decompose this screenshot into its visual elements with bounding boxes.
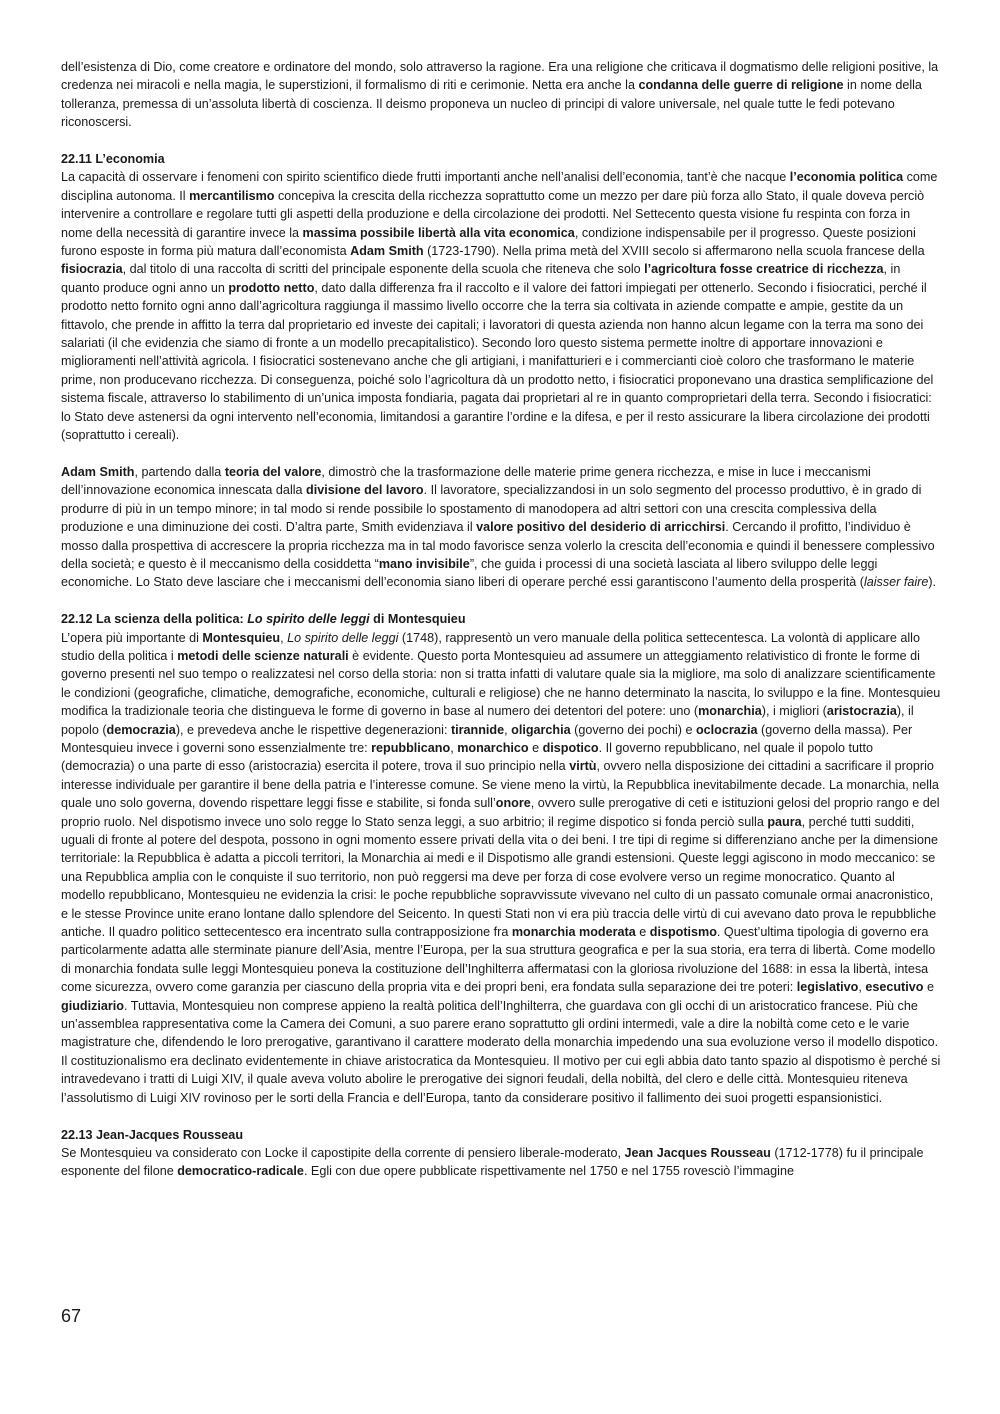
text-run: (1723-1790). Nella prima metà del XVIII secolo si affermarono nella scuola francese della <box>423 244 925 259</box>
intro-paragraph <box>61 58 941 132</box>
bold-text: monarchia <box>698 704 762 719</box>
text-run: . Egli con due opere pubblicate rispettivamente nel 1750 e nel 1755 rovesciò l’immagine <box>303 1164 794 1179</box>
bold-text: teoria del valore <box>224 464 322 479</box>
text-run: , partendo dalla <box>134 464 225 479</box>
bold-text: monarchia moderata <box>511 925 636 940</box>
text-run: concepiva la crescita della ricchezza soprattutto come un mezzo per dare più forza allo Stato, il quale doveva perciò intervenire a controllare e regolare tutti gli aspetti della produzione e della circolazione dei prodotti. Nel Settecento questa visione fu respinta con forza in nome della necessità di garantire invece la <box>61 188 925 240</box>
economia-paragraph-1 <box>61 168 941 444</box>
text-run: dell’esistenza di Dio, come creatore e ordinatore del mondo, solo attraverso la ragione. Era una religione che criticava il dogmatismo delle religioni positive, la credenza nei miracoli e nella magia, le superstizioni, il formalismo di riti e cerimonie. Netta era anche la <box>61 60 939 93</box>
rousseau-paragraph-1 <box>61 1144 941 1181</box>
bold-text: paura <box>767 814 802 829</box>
economia-paragraph-2 <box>61 463 941 592</box>
bold-text: democrazia <box>106 722 176 737</box>
bold-text: fisiocrazia <box>61 262 123 277</box>
bold-text: legislativo <box>796 980 859 995</box>
text-run: ). <box>928 575 937 590</box>
text-run: , <box>858 980 866 995</box>
bold-text: aristocrazia <box>826 704 897 719</box>
section-heading-rousseau: 22.13 Jean-Jacques Rousseau <box>61 1127 244 1142</box>
text-run: . Cercando il profitto, l’individuo è mosso dalla prospettiva di accrescere la propria ricchezza ma in tal modo favorisce senza volerlo la crescita dell’economia e quindi il benessere complessivo della società; e questo è il meccanismo della cosiddetta “ <box>61 520 935 571</box>
bold-text: democratico-radicale <box>177 1164 304 1179</box>
bold-text: Adam Smith <box>61 464 135 479</box>
bold-text: valore positivo del desiderio di arricchirsi <box>476 520 726 535</box>
text-run: (1712-1778) fu il principale esponente del filone <box>61 1145 924 1179</box>
text-run: L’opera più importante di <box>61 630 203 645</box>
text-run: (1748), rappresentò un vero manuale della politica settecentesca. La volontà di applicare allo studio della politica i <box>61 630 920 663</box>
bold-text: mercantilismo <box>189 188 275 203</box>
text-run: come disciplina autonoma. Il <box>61 170 938 203</box>
bold-text: massima possibile libertà alla vita economica <box>302 225 575 240</box>
text-run: , ovvero sulle prerogative di ceti e istituzioni gelosi del proprio rango e del proprio ruolo. Nel dispotismo invece uno solo regge lo Stato senza leggi, a suo arbitrio; il regime dispotico si fonda perciò sulla <box>61 796 940 829</box>
text-run: . Quest’ultima tipologia di governo era particolarmente adatta alle sterminate pianure dell’Asia, mentre l’Europa, per la sua struttura geografica e per la sua storia, era terra di libertà. Come modello di monarchia fondata sulle leggi Montesquieu poneva la costituzione dell’Inghilterra affermatasi con la gloriosa rivoluzione del 1688: in essa la libertà, intesa come sicurezza, ovvero come garanzia per ciascuno della propria vita e dei propri beni, era fondata sulla separazione dei tre poteri: <box>61 925 936 995</box>
text-run: ”, che guida i processi di una società lasciata al libero sviluppo delle leggi economiche. Lo Stato deve lasciare che i meccanismi dell’economia siano liberi di operare perché essi garantiscono l’aumento della prosperità ( <box>61 556 878 590</box>
text-run: , <box>450 740 458 755</box>
bold-text: monarchico <box>457 740 529 755</box>
heading-politica-italic: Lo spirito delle leggi <box>247 612 370 627</box>
section-heading-politica <box>61 610 941 628</box>
text-run: , <box>504 722 512 737</box>
bold-text: divisione del lavoro <box>306 483 424 498</box>
text-run: in nome della tolleranza, premessa di un’assoluta libertà di coscienza. Il deismo proponeva un nucleo di principi di valore universale, nel quale tutte le fedi potevano riconoscersi. <box>61 78 922 130</box>
text-run: , dimostrò che la trasformazione delle materie prime genera ricchezza, e mise in luce i meccanismi dell’innovazione economica innescata dalla <box>61 464 871 498</box>
text-run: , perché tutti sudditi, uguali di fronte al potere del despota, possono in ogni momento essere privati della vita o dei beni. I tre tipi di regime si differenziano anche per la dimensione territoriale: la Repubblica è adatta a piccoli territori, la Monarchia ai medi e il Dispotismo alle grandi estensioni. Queste leggi agiscono in modo meccanico: se una Repubblica amplia con le conquiste il suo territorio, non può reggersi ma deve per forza di cose evolvere verso un regime monocratico. Quanto al modello repubblicano, Montesquieu ne evidenzia la crisi: le poche repubbliche sopravvissute vivevano nel culto di un passato comunale ormai anacronistico, e le stesse Province unite erano lontane dallo splendore del Seicento. In questi Stati non vi era più traccia delle virtù di cui avevano dato prova le repubbliche antiche. Il quadro politico settecentesco era incentrato sulla contrapposizione fra <box>61 814 938 940</box>
bold-text: mano invisibile <box>378 556 470 571</box>
bold-text: dispotismo <box>649 925 717 940</box>
italic-text: laisser faire <box>863 575 929 590</box>
text-run: è evidente. Questo porta Montesquieu ad assumere un atteggiamento relativistico di fronte le forme di governo presenti nel suo tempo o realizzatesi nel corso della storia: non si tratta infatti di valutare quale sia la migliore, ma solo di analizzare scientificamente le condizioni (geografiche, climatiche, demografiche, economiche, culturali e religiose) che ne hanno determinato la nascita, lo sviluppo e la fine. Montesquieu modifica la tradizionale teoria che distingueva le forme di governo in base al numero dei detentori del potere: uno ( <box>61 648 941 719</box>
bold-text: metodi delle scienze naturali <box>177 648 349 663</box>
bold-text: virtù <box>569 759 597 774</box>
bold-text: oclocrazia <box>695 722 758 737</box>
text-run: , condizione indispensabile per il progresso. Queste posizioni furono esposte in forma più matura dall’economista <box>61 225 916 259</box>
bold-text: esecutivo <box>865 980 924 995</box>
text-run: (governo della massa). Per Montesquieu invece i governi sono essenzialmente tre: <box>61 722 913 755</box>
bold-text: Montesquieu <box>202 630 281 645</box>
heading-politica-post: di Montesquieu <box>369 612 466 627</box>
text-run: , <box>280 630 288 645</box>
text-run: e <box>635 925 650 940</box>
text-run: . Il governo repubblicano, nel quale il popolo tutto (democrazia) o una parte di esso (aristocrazia) esercita il potere, trova il suo principio nella <box>61 740 874 774</box>
text-run: , ovvero nella disposizione dei cittadini a sacrificare il proprio interesse individuale per garantire il bene della patria e l’interesse comune. Se viene meno la virtù, la Repubblica inevitabilmente decade. La monarchia, nella quale uno solo governa, dovendo rispettare leggi fisse e stabilite, si fonda sull’ <box>61 759 939 811</box>
text-run: ), i migliori ( <box>761 704 827 719</box>
heading-politica-pre: 22.12 La scienza della politica: <box>61 612 248 627</box>
bold-text: Adam Smith <box>350 244 424 259</box>
text-run: , dal titolo di una raccolta di scritti del principale esponente della scuola che riteneva che solo <box>122 262 645 277</box>
text-run: . Il lavoratore, specializzandosi in un solo segmento del processo produttivo, è in grado di produrre di più in un tempo minore; in tal modo si rende possibile lo spostamento di manodopera ad altri settori con una crescita complessiva della produzione e una diminuzione dei costi. D’altra parte, Smith evidenziava il <box>61 483 922 535</box>
bold-text: l’agricoltura fosse creatrice di ricchezza <box>644 262 884 277</box>
text-run: , dato dalla differenza fra il raccolto e il valore dei fattori impiegati per ottenerlo. Secondo i fisiocratici, perché il prodotto netto fornito ogni anno dall’agricoltura raggiunga il massimo livello occorre che la terra sia coltivata in aziende compatte e ampie, gestite da un fittavolo, che prende in affitto la terra dal proprietario ed investe dei capitali; i lavoratori di questa azienda non hanno alcun legame con la terra ma sono dei salariati (il che evidenzia che siamo di fronte a un modello precapitalistico). Secondo loro questo sistema permette inoltre di apportare innovazioni e miglioramenti nell’attività agricola. I fisiocratici sostenevano anche che gli artigiani, i manifatturieri e i commercianti cioè coloro che trasformano le materie prime, non producevano ricchezza. Di conseguenza, poiché solo l’agricoltura dà un prodotto netto, i fisiocratici proponevano una drastica semplificazione del sistema fiscale, attraverso lo stabilimento di un’unica imposta fondiaria, pagata dai proprietari al re in quanto comproprietari della terra. Secondo i fisiocratici: lo Stato deve astenersi da ogni intervento nell’economia, limitandosi a garantire l’ordine e la difesa, e per il resto assicurare la libera circolazione dei prodotti (soprattutto i cereali). <box>61 280 934 443</box>
bold-text: giudiziario <box>61 998 124 1013</box>
bold-text: prodotto netto <box>228 280 315 295</box>
text-run: , in quanto produce ogni anno un <box>61 262 901 295</box>
page-number: 67 <box>61 1306 82 1326</box>
bold-text: tirannide <box>450 722 505 737</box>
text-run: . Tuttavia, Montesquieu non comprese appieno la realtà politica dell’Inghilterra, che guardava con gli occhi di un aristocratico francese. Più che un’assemblea rappresentativa come la Camera dei Comuni, a suo parere erano soprattutto gli ordini intermedi, vale a dire la nobiltà come ceto e le varie magistrature che, difendendo le loro prerogative, garantivano il carattere moderato della monarchia impedendo una sua evoluzione verso il modello dispotico. Il costituzionalismo era declinato evidentemente in chiave aristocratica da Montesquieu. Il motivo per cui egli abbia dato tanto spazio al dispotismo è perché si intravedevano i tratti di Luigi XIV, il quale aveva voluto abolire le prerogative dei signori feudali, della nobiltà, del clero e delle città. Montesquieu riteneva l’assolutismo di Luigi XIV rovinoso per le sorti della Francia e dell’Europa, tanto da considerare positivo il fallimento dei suoi progetti espansionistici. <box>61 998 941 1105</box>
bold-text: oligarchia <box>511 722 571 737</box>
bold-text: Jean Jacques Rousseau <box>624 1145 771 1160</box>
bold-text: condanna delle guerre di religione <box>638 78 844 93</box>
section-heading-economia: 22.11 L’economia <box>61 152 165 167</box>
bold-text: dispotico <box>542 740 599 755</box>
text-run: Se Montesquieu va considerato con Locke il capostipite della corrente di pensiero liberale-moderato, <box>61 1145 625 1160</box>
bold-text: l’economia politica <box>789 170 904 185</box>
document-page <box>61 58 941 1181</box>
text-run: (governo dei pochi) e <box>570 722 696 737</box>
text-run: La capacità di osservare i fenomeni con spirito scientifico diede frutti importanti anche nell’analisi dell’economia, tant’è che nacque <box>61 170 790 185</box>
text-run: e <box>923 980 934 995</box>
italic-text: Lo spirito delle leggi <box>287 630 399 645</box>
text-run: ), e prevedeva anche le rispettive degenerazioni: <box>175 722 451 737</box>
text-run: ), il popolo ( <box>61 704 914 737</box>
bold-text: onore <box>495 796 531 811</box>
bold-text: repubblicano <box>371 740 451 755</box>
text-run: e <box>528 740 543 755</box>
politica-paragraph-1 <box>61 629 941 1108</box>
